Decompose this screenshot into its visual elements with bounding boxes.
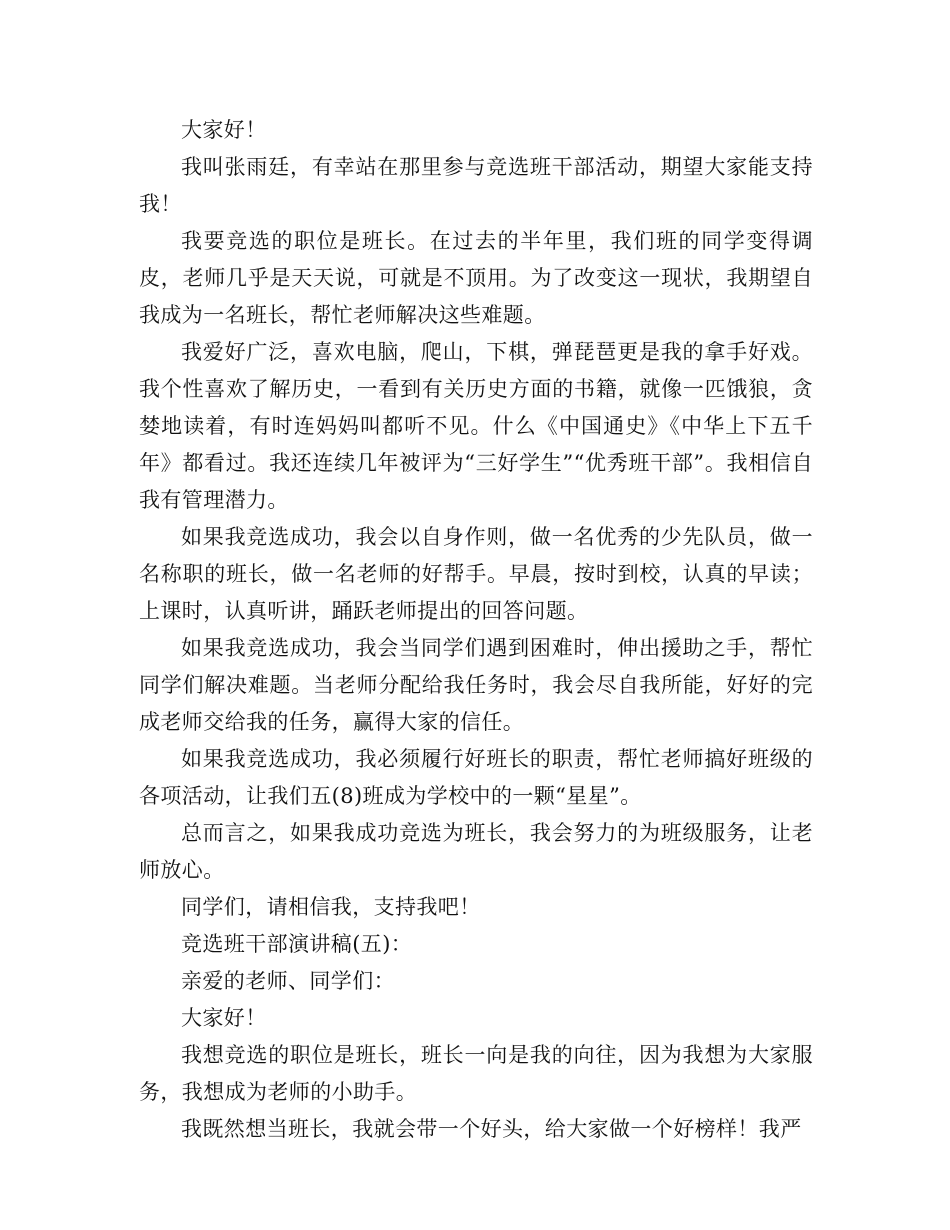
document-body [139, 112, 813, 1148]
paragraph-hobbies: 我爱好广泛，喜欢电脑，爬山，下棋，弹琵琶更是我的拿手好戏。我个性喜欢了解历史，一看到有关历史方面的书籍，就像一匹饿狼，贪婪地读着，有时连妈妈叫都听不见。什么《中国通史》《中华上下五千年》都看过。我还连续几年被评为“三好学生”“优秀班干部”。我相信自我有管理潜力。 [139, 340, 813, 512]
paragraph-introduction: 我叫张雨廷，有幸站在那里参与竞选班干部活动，期望大家能支持我！ [139, 155, 813, 216]
paragraph-promise-3: 如果我竞选成功，我必须履行好班长的职责，帮忙老师搞好班级的各项活动，让我们五(8)班成为学校中的一颗“星星”。 [139, 747, 813, 808]
paragraph-closing: 同学们，请相信我，支持我吧！ [181, 895, 481, 919]
paragraph-summary: 总而言之，如果我成功竞选为班长，我会努力的为班级服务，让老师放心。 [139, 821, 813, 882]
paragraph-promise-1: 如果我竞选成功，我会以自身作则，做一名优秀的少先队员，做一名称职的班长，做一名老师的好帮手。早晨，按时到校，认真的早读；上课时，认真听讲，踊跃老师提出的回答问题。 [139, 525, 813, 623]
paragraph-promise-2: 如果我竞选成功，我会当同学们遇到困难时，伸出援助之手，帮忙同学们解决难题。当老师分配给我任务时，我会尽自我所能，好好的完成老师交给我的任务，赢得大家的信任。 [139, 636, 813, 734]
paragraph-position-2: 我想竞选的职位是班长，班长一向是我的向往，因为我想为大家服务，我想成为老师的小助手。 [139, 1043, 813, 1104]
paragraph-position: 我要竞选的职位是班长。在过去的半年里，我们班的同学变得调皮，老师几乎是天天说，可就是不顶用。为了改变这一现状，我期望自我成为一名班长，帮忙老师解决这些难题。 [139, 229, 813, 327]
paragraph-greeting-2: 大家好！ [181, 1006, 267, 1030]
paragraph-salutation: 亲爱的老师、同学们： [181, 969, 395, 993]
section-heading: 竞选班干部演讲稿(五)： [181, 932, 413, 956]
paragraph-greeting: 大家好！ [181, 118, 267, 142]
paragraph-example: 我既然想当班长，我就会带一个好头，给大家做一个好榜样！我严 [181, 1117, 802, 1141]
